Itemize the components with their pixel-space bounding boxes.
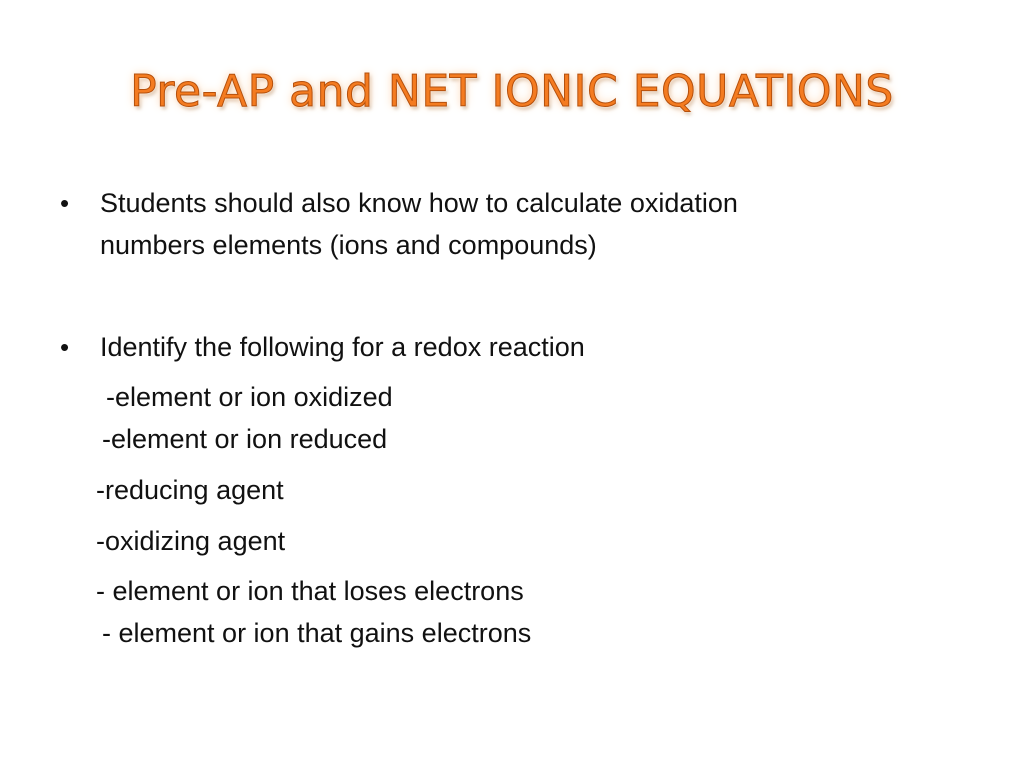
bullet-dot-2: • [60,332,70,362]
bullet-1-line-1: Students should also know how to calculate oxidation [100,188,738,218]
bullet-2-line-1: Identify the following for a redox reaction [100,332,585,362]
sub-item-oxidizing-agent: -oxidizing agent [96,526,286,556]
sub-item-reduced: -element or ion reduced [102,424,388,454]
sub-item-reducing-agent: -reducing agent [96,475,284,505]
slide-title: Pre-AP and NET IONIC EQUATIONS [130,66,894,117]
sub-item-gains-electrons: - element or ion that gains electrons [102,618,532,648]
sub-item-loses-electrons: - element or ion that loses electrons [96,576,524,606]
sub-item-oxidized: -element or ion oxidized [106,382,393,412]
bullet-1-line-2: numbers elements (ions and compounds) [100,230,597,260]
bullet-dot-1: • [60,188,70,218]
